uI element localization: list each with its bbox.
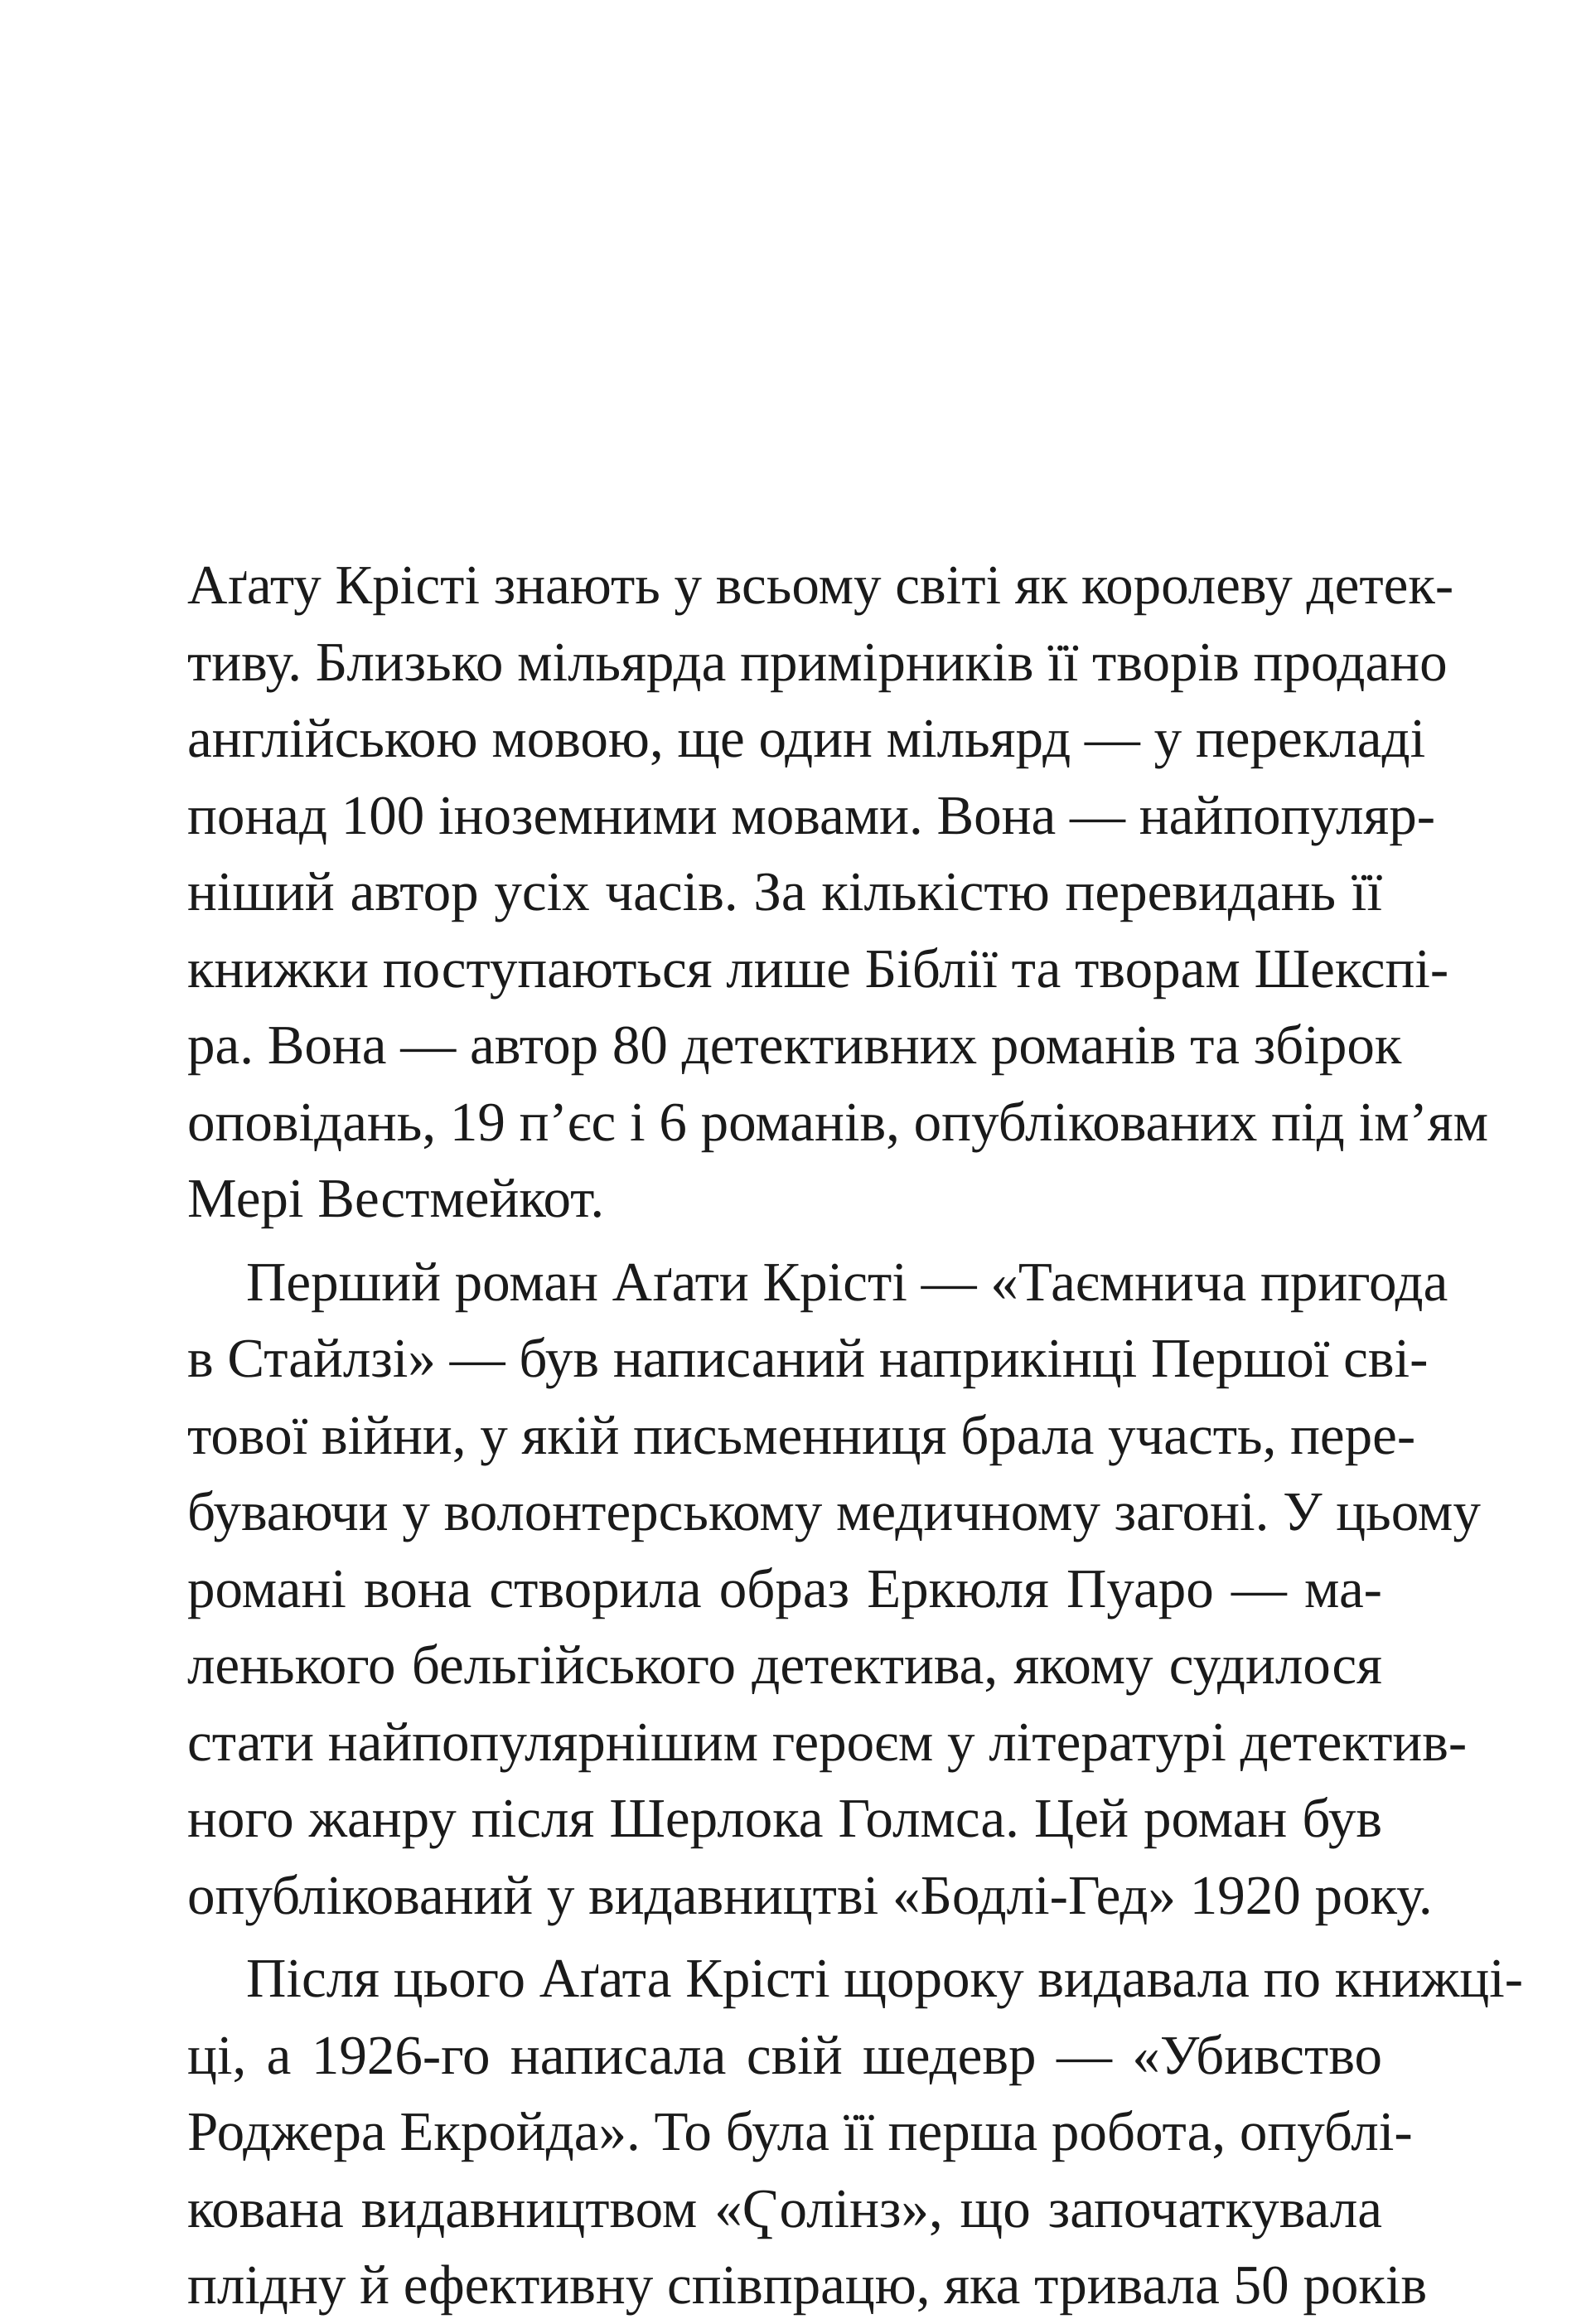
text-line: понад 100 іноземними мовами. Вона — найпопуляр- bbox=[187, 784, 1436, 846]
text-line: ленького бельгійського детектива, якому судилося bbox=[187, 1634, 1382, 1696]
text-line: Після цього Аґата Крісті щороку видавала по книжці- bbox=[246, 1948, 1524, 2009]
text-line: Перший роман Аґати Крісті — «Таємнича пригода bbox=[246, 1251, 1448, 1313]
text-line: кована видавництвом «Ҁолінз», що започаткувала bbox=[187, 2177, 1382, 2239]
paragraph-2 bbox=[187, 1244, 1481, 1934]
text-line: опублікований у видавництві «Бодлі-Гед» 1920 року. bbox=[187, 1864, 1433, 1926]
text-line: плідну й ефективну співпрацю, яка тривала 50 років bbox=[187, 2254, 1428, 2316]
text-line: стати найпопулярнішим героєм у літературі детектив- bbox=[187, 1711, 1468, 1773]
text-line: романі вона створила образ Еркюля Пуаро — ма- bbox=[187, 1557, 1382, 1620]
text-line: оповідань, 19 п’єс і 6 романів, опублікованих під ім’ям bbox=[187, 1091, 1489, 1153]
text-line: ці, а 1926-го написала свій шедевр — «Убивство bbox=[187, 2024, 1382, 2086]
text-line: ніший автор усіх часів. За кількістю перевидань її bbox=[187, 861, 1382, 922]
text-line: тової війни, у якій письменниця брала участь, пере- bbox=[187, 1404, 1416, 1466]
text-line: Аґату Крісті знають у всьому світі як королеву детек- bbox=[187, 554, 1454, 616]
text-line: книжки поступаються лише Біблії та творам Шекспі- bbox=[187, 937, 1449, 1000]
text-line: англійською мовою, ще один мільярд — у перекладі bbox=[187, 708, 1426, 769]
text-line: ного жанру після Шерлока Голмса. Цей роман був bbox=[187, 1788, 1382, 1849]
text-line: ра. Вона — автор 80 детективних романів та збірок bbox=[187, 1014, 1402, 1076]
text-line: тиву. Близько мільярда примірників її творів продано bbox=[187, 631, 1448, 693]
text-line: в Стайлзі» — був написаний наприкінці Першої сві- bbox=[187, 1328, 1429, 1389]
paragraph-3 bbox=[187, 1940, 1524, 2324]
text-line: буваючи у волонтерському медичному загоні. У цьому bbox=[187, 1481, 1481, 1542]
body-text bbox=[187, 547, 1524, 2324]
paragraph-1 bbox=[187, 547, 1489, 1237]
text-line: Роджера Екройда». То була її перша робота, опублі- bbox=[187, 2101, 1413, 2162]
text-line: Мері Вестмейкот. bbox=[187, 1168, 605, 1229]
